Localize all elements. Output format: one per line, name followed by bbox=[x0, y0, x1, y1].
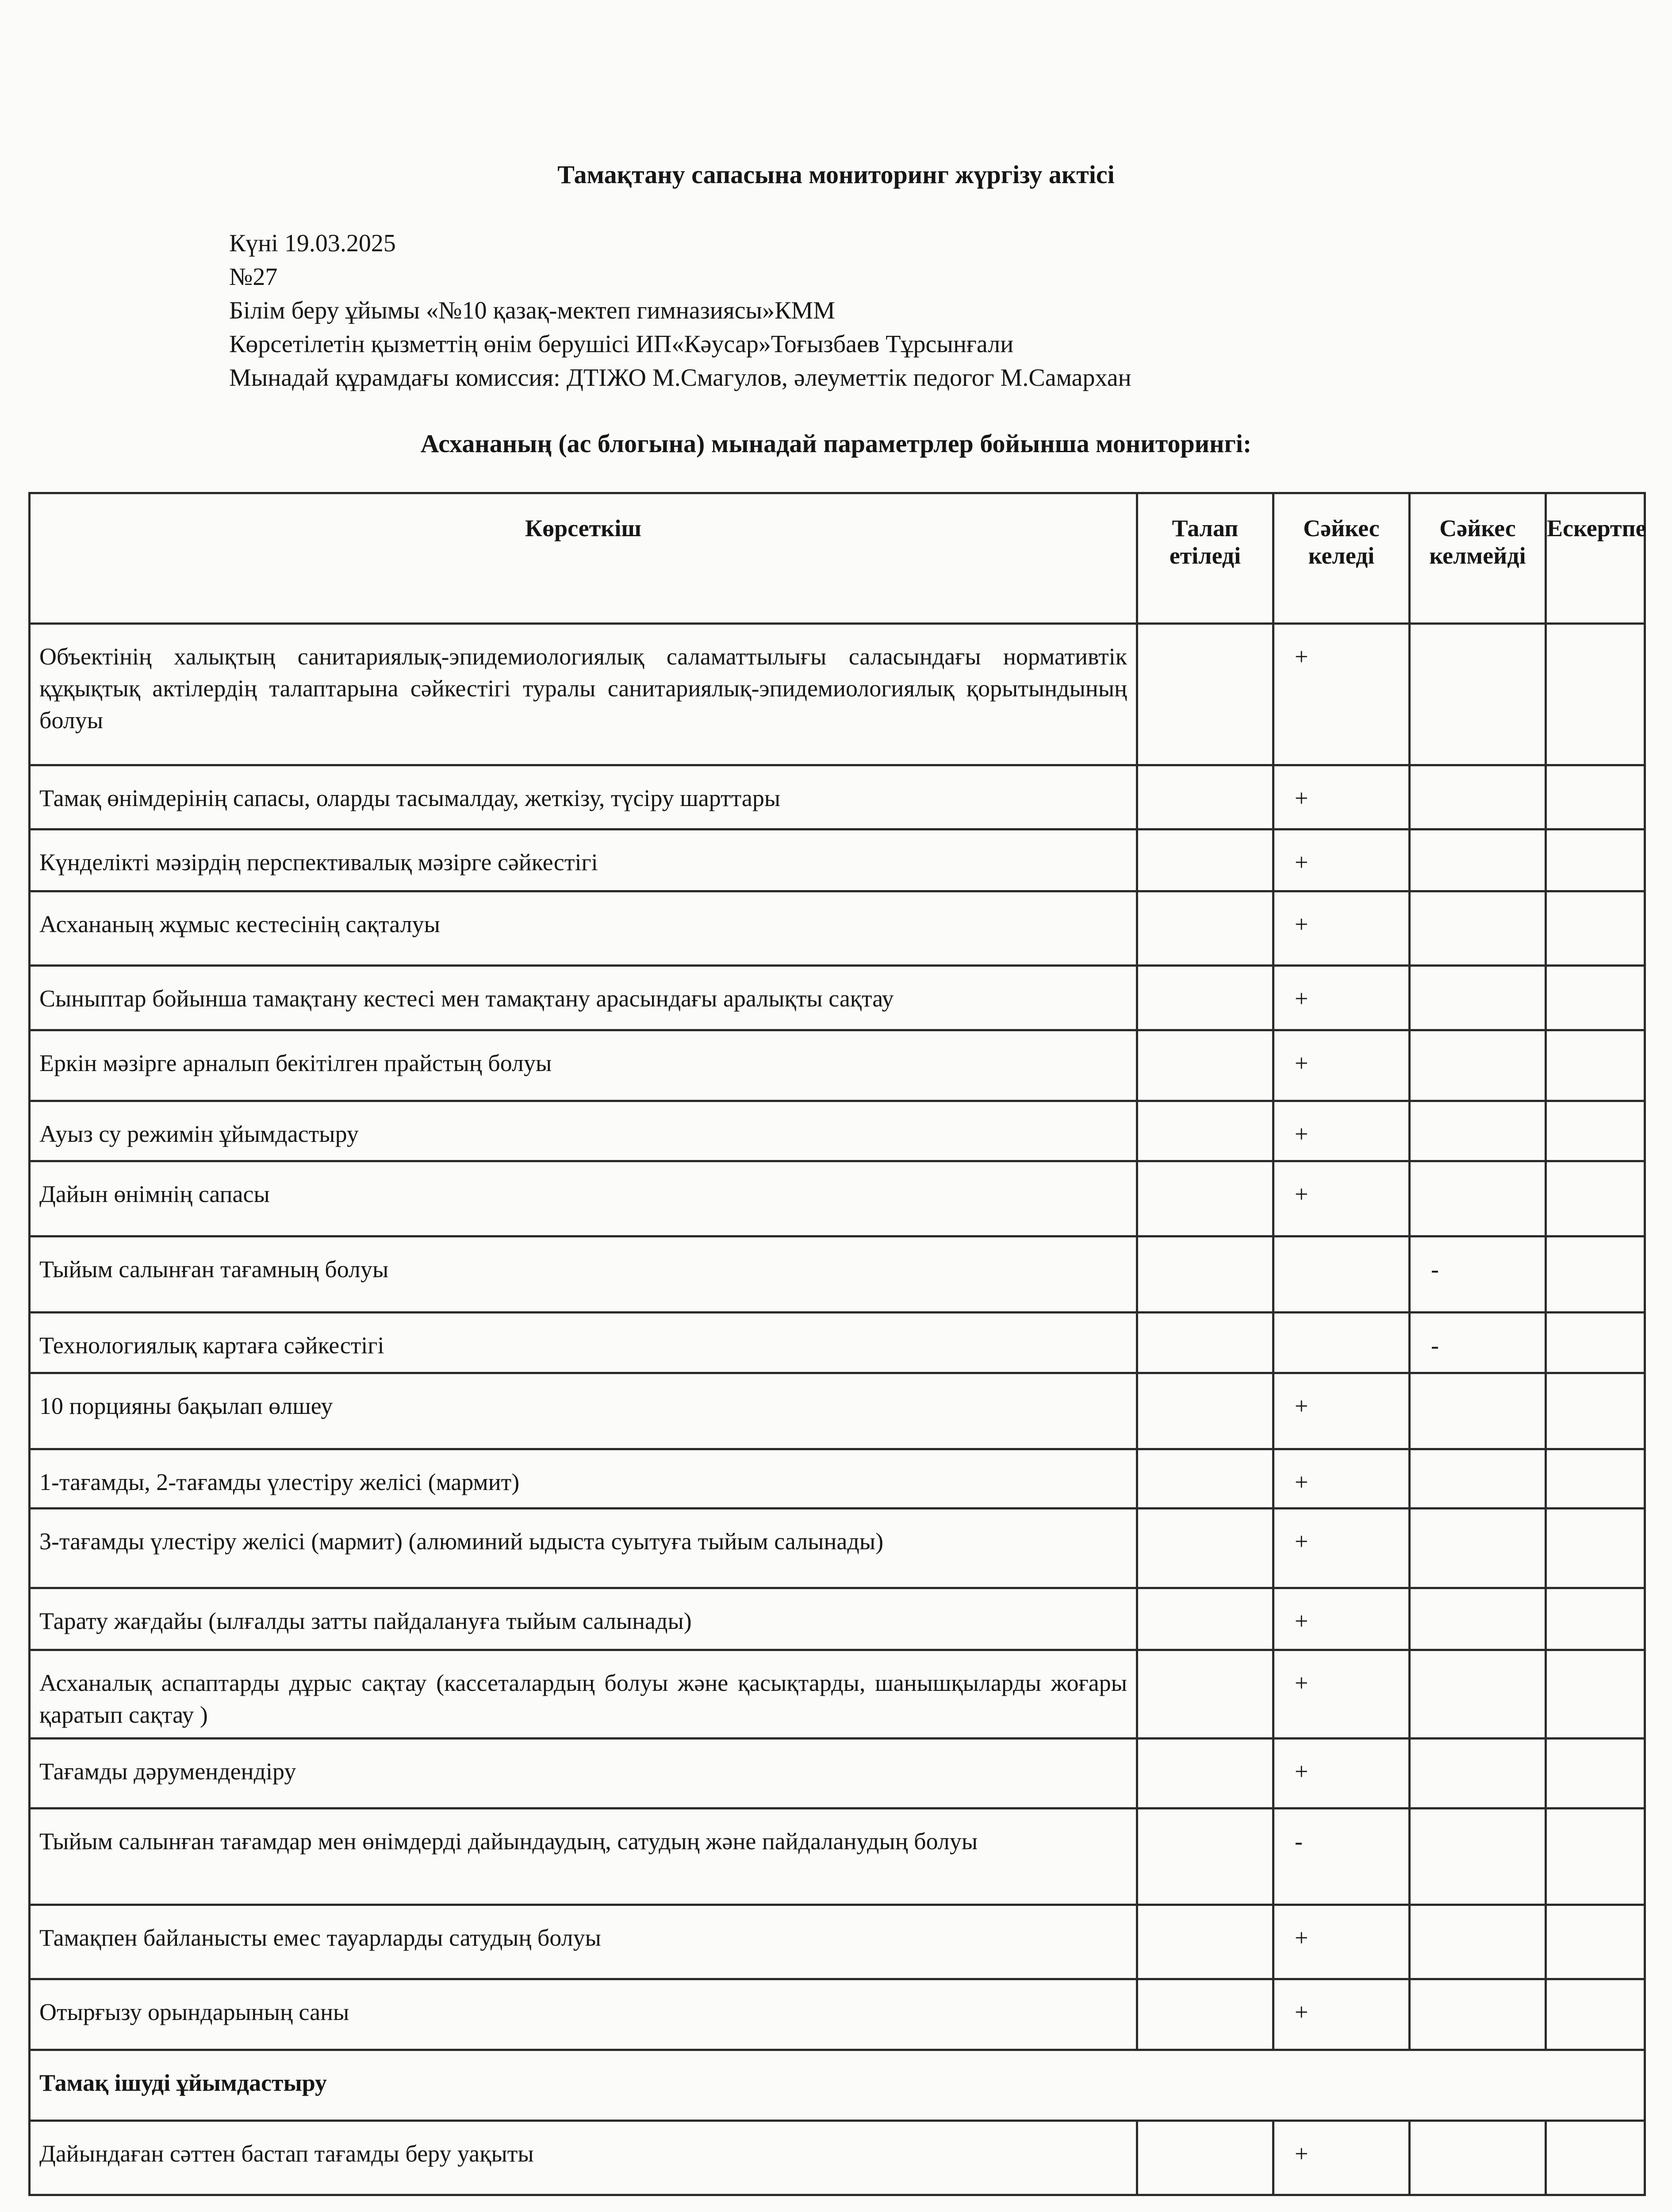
indicator-cell: Күнделікті мәзірдің перспективалық мәзірге сәйкестігі bbox=[30, 830, 1137, 891]
table-row bbox=[30, 830, 1645, 891]
provider-line: Көрсетілетін қызметтің өнім берушісі ИП«Кәусар»Тоғызбаев Тұрсынғали bbox=[229, 330, 1014, 358]
header-indicator: Көрсеткіш bbox=[30, 493, 1137, 624]
indicator-cell: Тыйым салынған тағамдар мен өнімдерді дайындаудың, сатудың және пайдаланудың болуы bbox=[30, 1809, 1137, 1905]
date-line: Күні 19.03.2025 bbox=[229, 230, 396, 257]
noncompliant-cell bbox=[1410, 1588, 1546, 1650]
required-cell bbox=[1137, 765, 1273, 830]
required-cell bbox=[1137, 2121, 1273, 2195]
header-note: Ескертпе bbox=[1546, 493, 1645, 624]
noncompliant-cell bbox=[1410, 830, 1546, 891]
indicator-cell: Тамақпен байланысты емес тауарларды сатудың болуы bbox=[30, 1905, 1137, 1979]
compliant-cell: + bbox=[1273, 1650, 1410, 1739]
indicator-cell: Дайын өнімнің сапасы bbox=[30, 1161, 1137, 1237]
note-cell bbox=[1546, 891, 1645, 966]
table-subtitle: Асхананың (ас блогына) мынадай параметрлер бойынша мониторингі: bbox=[420, 429, 1252, 458]
compliant-cell: + bbox=[1273, 1161, 1410, 1237]
noncompliant-cell bbox=[1410, 624, 1546, 765]
noncompliant-cell bbox=[1410, 1449, 1546, 1509]
compliant-cell: + bbox=[1273, 2121, 1410, 2195]
note-cell bbox=[1546, 765, 1645, 830]
noncompliant-cell bbox=[1410, 1509, 1546, 1588]
noncompliant-cell bbox=[1410, 1101, 1546, 1161]
note-cell bbox=[1546, 966, 1645, 1030]
indicator-cell: Тағамды дәрумендендіру bbox=[30, 1739, 1137, 1809]
table-row bbox=[30, 1449, 1645, 1509]
note-cell bbox=[1546, 1509, 1645, 1588]
note-cell bbox=[1546, 1588, 1645, 1650]
note-cell bbox=[1546, 1650, 1645, 1739]
note-cell bbox=[1546, 1449, 1645, 1509]
indicator-cell: Асхананың жұмыс кестесінің сақталуы bbox=[30, 891, 1137, 966]
noncompliant-cell bbox=[1410, 1373, 1546, 1449]
compliant-cell: + bbox=[1273, 624, 1410, 765]
document-title: Тамақтану сапасына мониторинг жүргізу актісі bbox=[557, 160, 1115, 189]
note-cell bbox=[1546, 2121, 1645, 2195]
noncompliant-cell: - bbox=[1410, 1237, 1546, 1313]
indicator-cell: 1-тағамды, 2-тағамды үлестіру желісі (мармит) bbox=[30, 1449, 1137, 1509]
noncompliant-cell bbox=[1410, 891, 1546, 966]
compliant-cell: + bbox=[1273, 1979, 1410, 2050]
compliant-cell: + bbox=[1273, 1588, 1410, 1650]
organization-line: Білім беру ұйымы «№10 қазақ-мектеп гимназиясы»КММ bbox=[229, 297, 836, 324]
table-row bbox=[30, 1905, 1645, 1979]
indicator-cell: Тамақ өнімдерінің сапасы, оларды тасымалдау, жеткізу, түсіру шарттары bbox=[30, 765, 1137, 830]
required-cell bbox=[1137, 1161, 1273, 1237]
table-row bbox=[30, 765, 1645, 830]
noncompliant-cell bbox=[1410, 1161, 1546, 1237]
compliant-cell: + bbox=[1273, 1030, 1410, 1101]
required-cell bbox=[1137, 891, 1273, 966]
required-cell bbox=[1137, 1809, 1273, 1905]
indicator-cell: Асханалық аспаптарды дұрыс сақтау (кассеталардың болуы және қасықтарды, шанышқыларды жоғары қаратып сақтау ) bbox=[30, 1650, 1137, 1739]
section-title: Тамақ ішуді ұйымдастыру bbox=[30, 2050, 1645, 2121]
indicator-cell: Тыйым салынған тағамның болуы bbox=[30, 1237, 1137, 1313]
noncompliant-cell bbox=[1410, 1650, 1546, 1739]
required-cell bbox=[1137, 1449, 1273, 1509]
header-noncompliant: Сәйкес келмейді bbox=[1410, 493, 1546, 624]
required-cell bbox=[1137, 1739, 1273, 1809]
noncompliant-cell bbox=[1410, 1739, 1546, 1809]
compliant-cell: + bbox=[1273, 891, 1410, 966]
act-number: №27 bbox=[229, 263, 278, 291]
note-cell bbox=[1546, 1739, 1645, 1809]
compliant-cell: + bbox=[1273, 1739, 1410, 1809]
section-row bbox=[30, 2050, 1645, 2121]
table-row bbox=[30, 1161, 1645, 1237]
table-row bbox=[30, 1237, 1645, 1313]
required-cell bbox=[1137, 1509, 1273, 1588]
compliant-cell: + bbox=[1273, 966, 1410, 1030]
table-body bbox=[30, 624, 1645, 2195]
table-row bbox=[30, 1509, 1645, 1588]
required-cell bbox=[1137, 624, 1273, 765]
noncompliant-cell bbox=[1410, 2121, 1546, 2195]
indicator-cell: 3-тағамды үлестіру желісі (мармит) (алюминий ыдыста суытуға тыйым салынады) bbox=[30, 1509, 1137, 1588]
table-row bbox=[30, 2121, 1645, 2195]
required-cell bbox=[1137, 830, 1273, 891]
commission-line: Мынадай құрамдағы комиссия: ДТІЖО М.Смагулов, әлеуметтік педогог М.Самархан bbox=[229, 364, 1131, 392]
table-row bbox=[30, 1313, 1645, 1373]
compliant-cell: + bbox=[1273, 830, 1410, 891]
compliant-cell bbox=[1273, 1313, 1410, 1373]
compliant-cell: + bbox=[1273, 1905, 1410, 1979]
indicator-cell: Ауыз су режимін ұйымдастыру bbox=[30, 1101, 1137, 1161]
required-cell bbox=[1137, 1650, 1273, 1739]
table-row bbox=[30, 966, 1645, 1030]
compliant-cell: + bbox=[1273, 1373, 1410, 1449]
table-row bbox=[30, 1373, 1645, 1449]
note-cell bbox=[1546, 830, 1645, 891]
noncompliant-cell bbox=[1410, 1030, 1546, 1101]
table-row bbox=[30, 1650, 1645, 1739]
header-required: Талап етіледі bbox=[1137, 493, 1273, 624]
compliant-cell: + bbox=[1273, 1449, 1410, 1509]
indicator-cell: Сыныптар бойынша тамақтану кестесі мен тамақтану арасындағы аралықты сақтау bbox=[30, 966, 1137, 1030]
table-row bbox=[30, 1979, 1645, 2050]
table-header-row bbox=[30, 493, 1645, 624]
note-cell bbox=[1546, 1237, 1645, 1313]
noncompliant-cell bbox=[1410, 966, 1546, 1030]
indicator-cell: Дайындаған сәттен бастап тағамды беру уақыты bbox=[30, 2121, 1137, 2195]
monitoring-table bbox=[28, 492, 1646, 2196]
indicator-cell: Объектінің халықтың санитариялық-эпидемиологиялық саламаттылығы саласындағы нормативтік құқықтық актілердің талаптарына сәйкестігі туралы санитариялық-эпидемиологиялық қорытындының болуы bbox=[30, 624, 1137, 765]
note-cell bbox=[1546, 1030, 1645, 1101]
note-cell bbox=[1546, 624, 1645, 765]
required-cell bbox=[1137, 1905, 1273, 1979]
required-cell bbox=[1137, 1101, 1273, 1161]
noncompliant-cell bbox=[1410, 1905, 1546, 1979]
table-row bbox=[30, 891, 1645, 966]
note-cell bbox=[1546, 1101, 1645, 1161]
table-row bbox=[30, 1588, 1645, 1650]
compliant-cell: - bbox=[1273, 1809, 1410, 1905]
info-block bbox=[229, 227, 1131, 395]
indicator-cell: Отырғызу орындарының саны bbox=[30, 1979, 1137, 2050]
required-cell bbox=[1137, 966, 1273, 1030]
compliant-cell: + bbox=[1273, 1101, 1410, 1161]
note-cell bbox=[1546, 1809, 1645, 1905]
compliant-cell: + bbox=[1273, 1509, 1410, 1588]
table-row bbox=[30, 1101, 1645, 1161]
noncompliant-cell: - bbox=[1410, 1313, 1546, 1373]
indicator-cell: Еркін мәзірге арналып бекітілген прайстың болуы bbox=[30, 1030, 1137, 1101]
indicator-cell: Тарату жағдайы (ылғалды затты пайдалануға тыйым салынады) bbox=[30, 1588, 1137, 1650]
noncompliant-cell bbox=[1410, 1979, 1546, 2050]
indicator-cell: Технологиялық картаға сәйкестігі bbox=[30, 1313, 1137, 1373]
table-row bbox=[30, 624, 1645, 765]
required-cell bbox=[1137, 1373, 1273, 1449]
note-cell bbox=[1546, 1905, 1645, 1979]
required-cell bbox=[1137, 1030, 1273, 1101]
note-cell bbox=[1546, 1313, 1645, 1373]
table-row bbox=[30, 1809, 1645, 1905]
noncompliant-cell bbox=[1410, 1809, 1546, 1905]
required-cell bbox=[1137, 1237, 1273, 1313]
header-compliant: Сәйкес келеді bbox=[1273, 493, 1410, 624]
indicator-cell: 10 порцияны бақылап өлшеу bbox=[30, 1373, 1137, 1449]
required-cell bbox=[1137, 1588, 1273, 1650]
table-row bbox=[30, 1030, 1645, 1101]
note-cell bbox=[1546, 1979, 1645, 2050]
note-cell bbox=[1546, 1161, 1645, 1237]
required-cell bbox=[1137, 1979, 1273, 2050]
compliant-cell: + bbox=[1273, 765, 1410, 830]
required-cell bbox=[1137, 1313, 1273, 1373]
note-cell bbox=[1546, 1373, 1645, 1449]
compliant-cell bbox=[1273, 1237, 1410, 1313]
table-row bbox=[30, 1739, 1645, 1809]
noncompliant-cell bbox=[1410, 765, 1546, 830]
